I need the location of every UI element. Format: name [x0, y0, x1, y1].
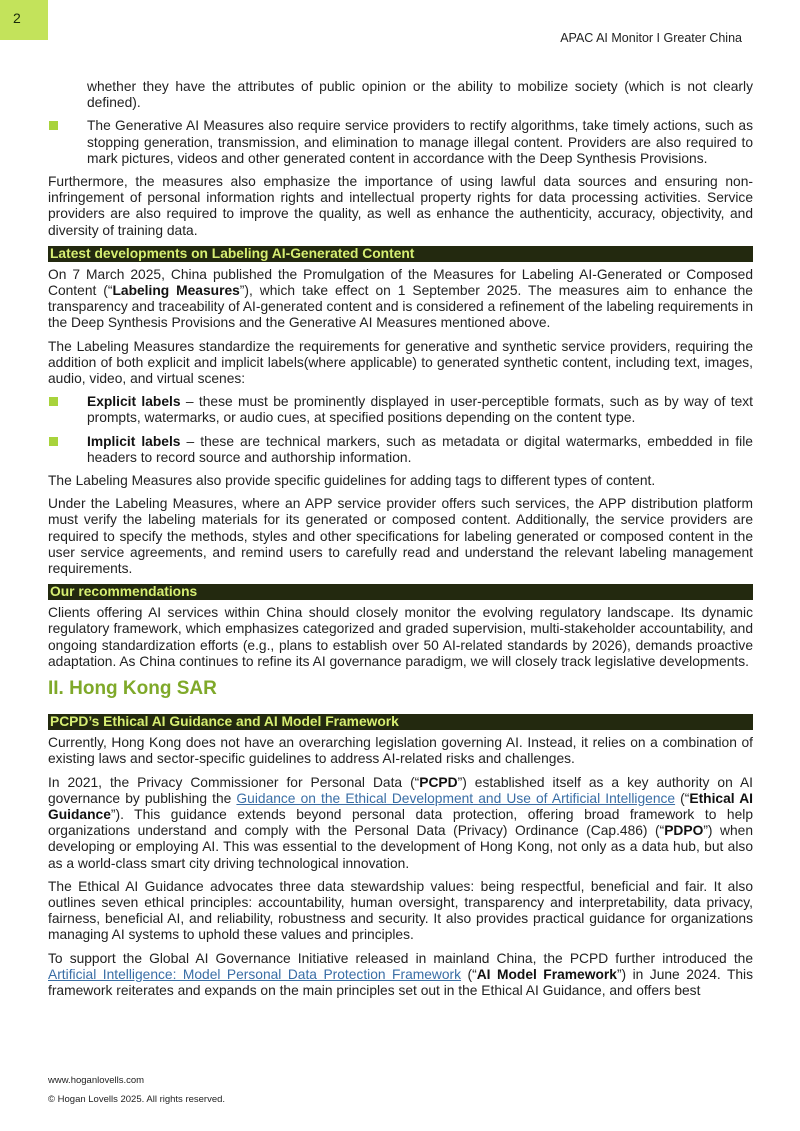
page-number: 2 [13, 10, 21, 26]
ethical-ai-guidance-link[interactable]: Guidance on the Ethical Development and Use of Artificial Intelligence [236, 790, 676, 806]
bullet-text: – these are technical markers, such as metadata or digital watermarks, embedded in file headers to record source and authorship information. [87, 433, 753, 465]
bullet-text: The Generative AI Measures also require service providers to rectify algorithms, take timely actions, such as stopping generation, transmission, and elimination to manage illegal content. Providers are also required to mark pictures, videos and other generated content in accordance with the Deep Synthesis Provisions. [87, 118, 753, 166]
paragraph-lawful-data: Furthermore, the measures also emphasize the importance of using lawful data sources and ensuring non-infringement of personal information rights and intellectual property rights for data processing activities. Service providers are also required to improve the quality, as well as enhance the authenticity, accuracy, objectivity, and diversity of training data. [48, 174, 753, 238]
defined-term: PDPO [664, 823, 704, 839]
bullet-square-icon [49, 437, 58, 446]
bullet-square-icon [49, 121, 58, 130]
text-span: ”) established itself as a key authority on AI governance by publishing the [48, 774, 753, 806]
bullet-term: Explicit labels [87, 394, 181, 410]
text-span: On 7 March 2025, China published the Promulgation of the Measures for Labeling AI-Generated or Composed Content (“ [48, 266, 753, 299]
bullet-item-implicit-labels [48, 434, 753, 466]
defined-term: Ethical AI Guidance [48, 790, 754, 822]
text-span: (“ [461, 966, 477, 982]
paragraph-labeling-measures [48, 267, 753, 332]
text-span: In 2021, the Privacy Commissioner for Personal Data (“ [48, 774, 420, 790]
bullet-term: Implicit labels [87, 433, 181, 449]
paragraph-standardize: The Labeling Measures standardize the requirements for generative and synthetic service providers, requiring the addition of both explicit and implicit labels(where applicable) to generated synthetic content, including text, images, audio, video, and virtual scenes: [48, 338, 753, 387]
ai-model-framework-link[interactable]: Artificial Intelligence: Model Personal Data Protection Framework [48, 966, 462, 982]
paragraph-tag-guidelines: The Labeling Measures also provide specific guidelines for adding tags to different types of content. [48, 473, 656, 489]
document-body [48, 79, 753, 1006]
chapter-heading-hong-kong: II. Hong Kong SAR [48, 678, 217, 700]
text-span: ”) when developing or employing AI. This was essential to the development of Hong Kong, not only as a data hub, but also as a world-class smart city driving technological innovation. [48, 823, 753, 871]
text-span: (“ [675, 790, 690, 806]
paragraph-recommendations: Clients offering AI services within China should closely monitor the evolving regulatory landscape. Its dynamic regulatory framework, which emphasizes categorized and graded supervision, multi-stakeholder accountability, and ongoing standardization efforts (e.g., plans to establish over 50 AI-related standards by 2026), demands proactive adaptation. As China continues to refine its AI governance paradigm, we will closely track legislative developments. [48, 605, 753, 669]
text-span: ”) in June 2024. This framework reiterates and expands on the main principles set out in the Ethical AI Guidance, and offers best [48, 966, 754, 998]
paragraph-ethical-values: The Ethical AI Guidance advocates three data stewardship values: being respectful, beneficial and fair. It also outlines seven ethical principles: accountability, human oversight, transparency and interpretability, data privacy, fairness, beneficial AI, and reliability, robustness and security. It also provides practical guidance for organizations managing AI systems to uphold these values and principles. [48, 878, 753, 943]
paragraph-continuation: whether they have the attributes of public opinion or the ability to mobilize society (which is not clearly defined). [87, 79, 753, 111]
paragraph-ai-model-framework [48, 951, 753, 1000]
section-heading-pcpd: PCPD’s Ethical AI Guidance and AI Model Framework [48, 714, 753, 730]
defined-term: Labeling Measures [112, 283, 240, 299]
paragraph-hk-legislation: Currently, Hong Kong does not have an overarching legislation governing AI. Instead, it relies on a combination of existing laws and sector-specific guidelines to address AI-related risks and challenges. [48, 735, 753, 767]
text-span: ”), which take effect on 1 September 2025. The measures aim to enhance the transparency and traceability of AI-generated content and is considered a refinement of the labeling requirements in the Deep Synthesis Provisions and the Generative AI Measures mentioned above. [48, 283, 753, 331]
defined-term: AI Model Framework [476, 966, 617, 982]
section-heading-recommendations: Our recommendations [48, 584, 753, 600]
paragraph-pcpd-2021 [48, 775, 753, 872]
bullet-item-explicit-labels [48, 394, 753, 426]
page-number-tab [0, 0, 48, 40]
paragraph-app-provider: Under the Labeling Measures, where an APP service provider offers such services, the APP distribution platform must verify the labeling materials for its generated or composed content. Additionally, the service providers are required to specify the methods, styles and other specifications for labeling generated or composed content in the user service agreements, and remind users to carefully read and understand the relevant labeling management requirements. [48, 496, 753, 577]
bullet-square-icon [49, 397, 58, 406]
text-span: To support the Global AI Governance Initiative released in mainland China, the PCPD further introduced the [48, 950, 753, 966]
section-heading-latest-developments: Latest developments on Labeling AI-Generated Content [48, 246, 753, 262]
running-header: APAC AI Monitor I Greater China [560, 31, 742, 45]
defined-term: PCPD [419, 774, 458, 790]
text-span: ”). This guidance extends beyond personal data protection, offering broad framework to help organizations understand and comply with the Personal Data (Privacy) Ordinance (Cap.486) (“ [48, 806, 753, 839]
footer-copyright: © Hogan Lovells 2025. All rights reserved. [48, 1094, 226, 1105]
footer-website[interactable]: www.hoganlovells.com [48, 1075, 145, 1086]
bullet-item-rectify [48, 118, 753, 167]
bullet-text: – these must be prominently displayed in user-perceptible formats, such as by way of text prompts, watermarks, or audio cues, at specified positions depending on the content type. [87, 394, 753, 426]
